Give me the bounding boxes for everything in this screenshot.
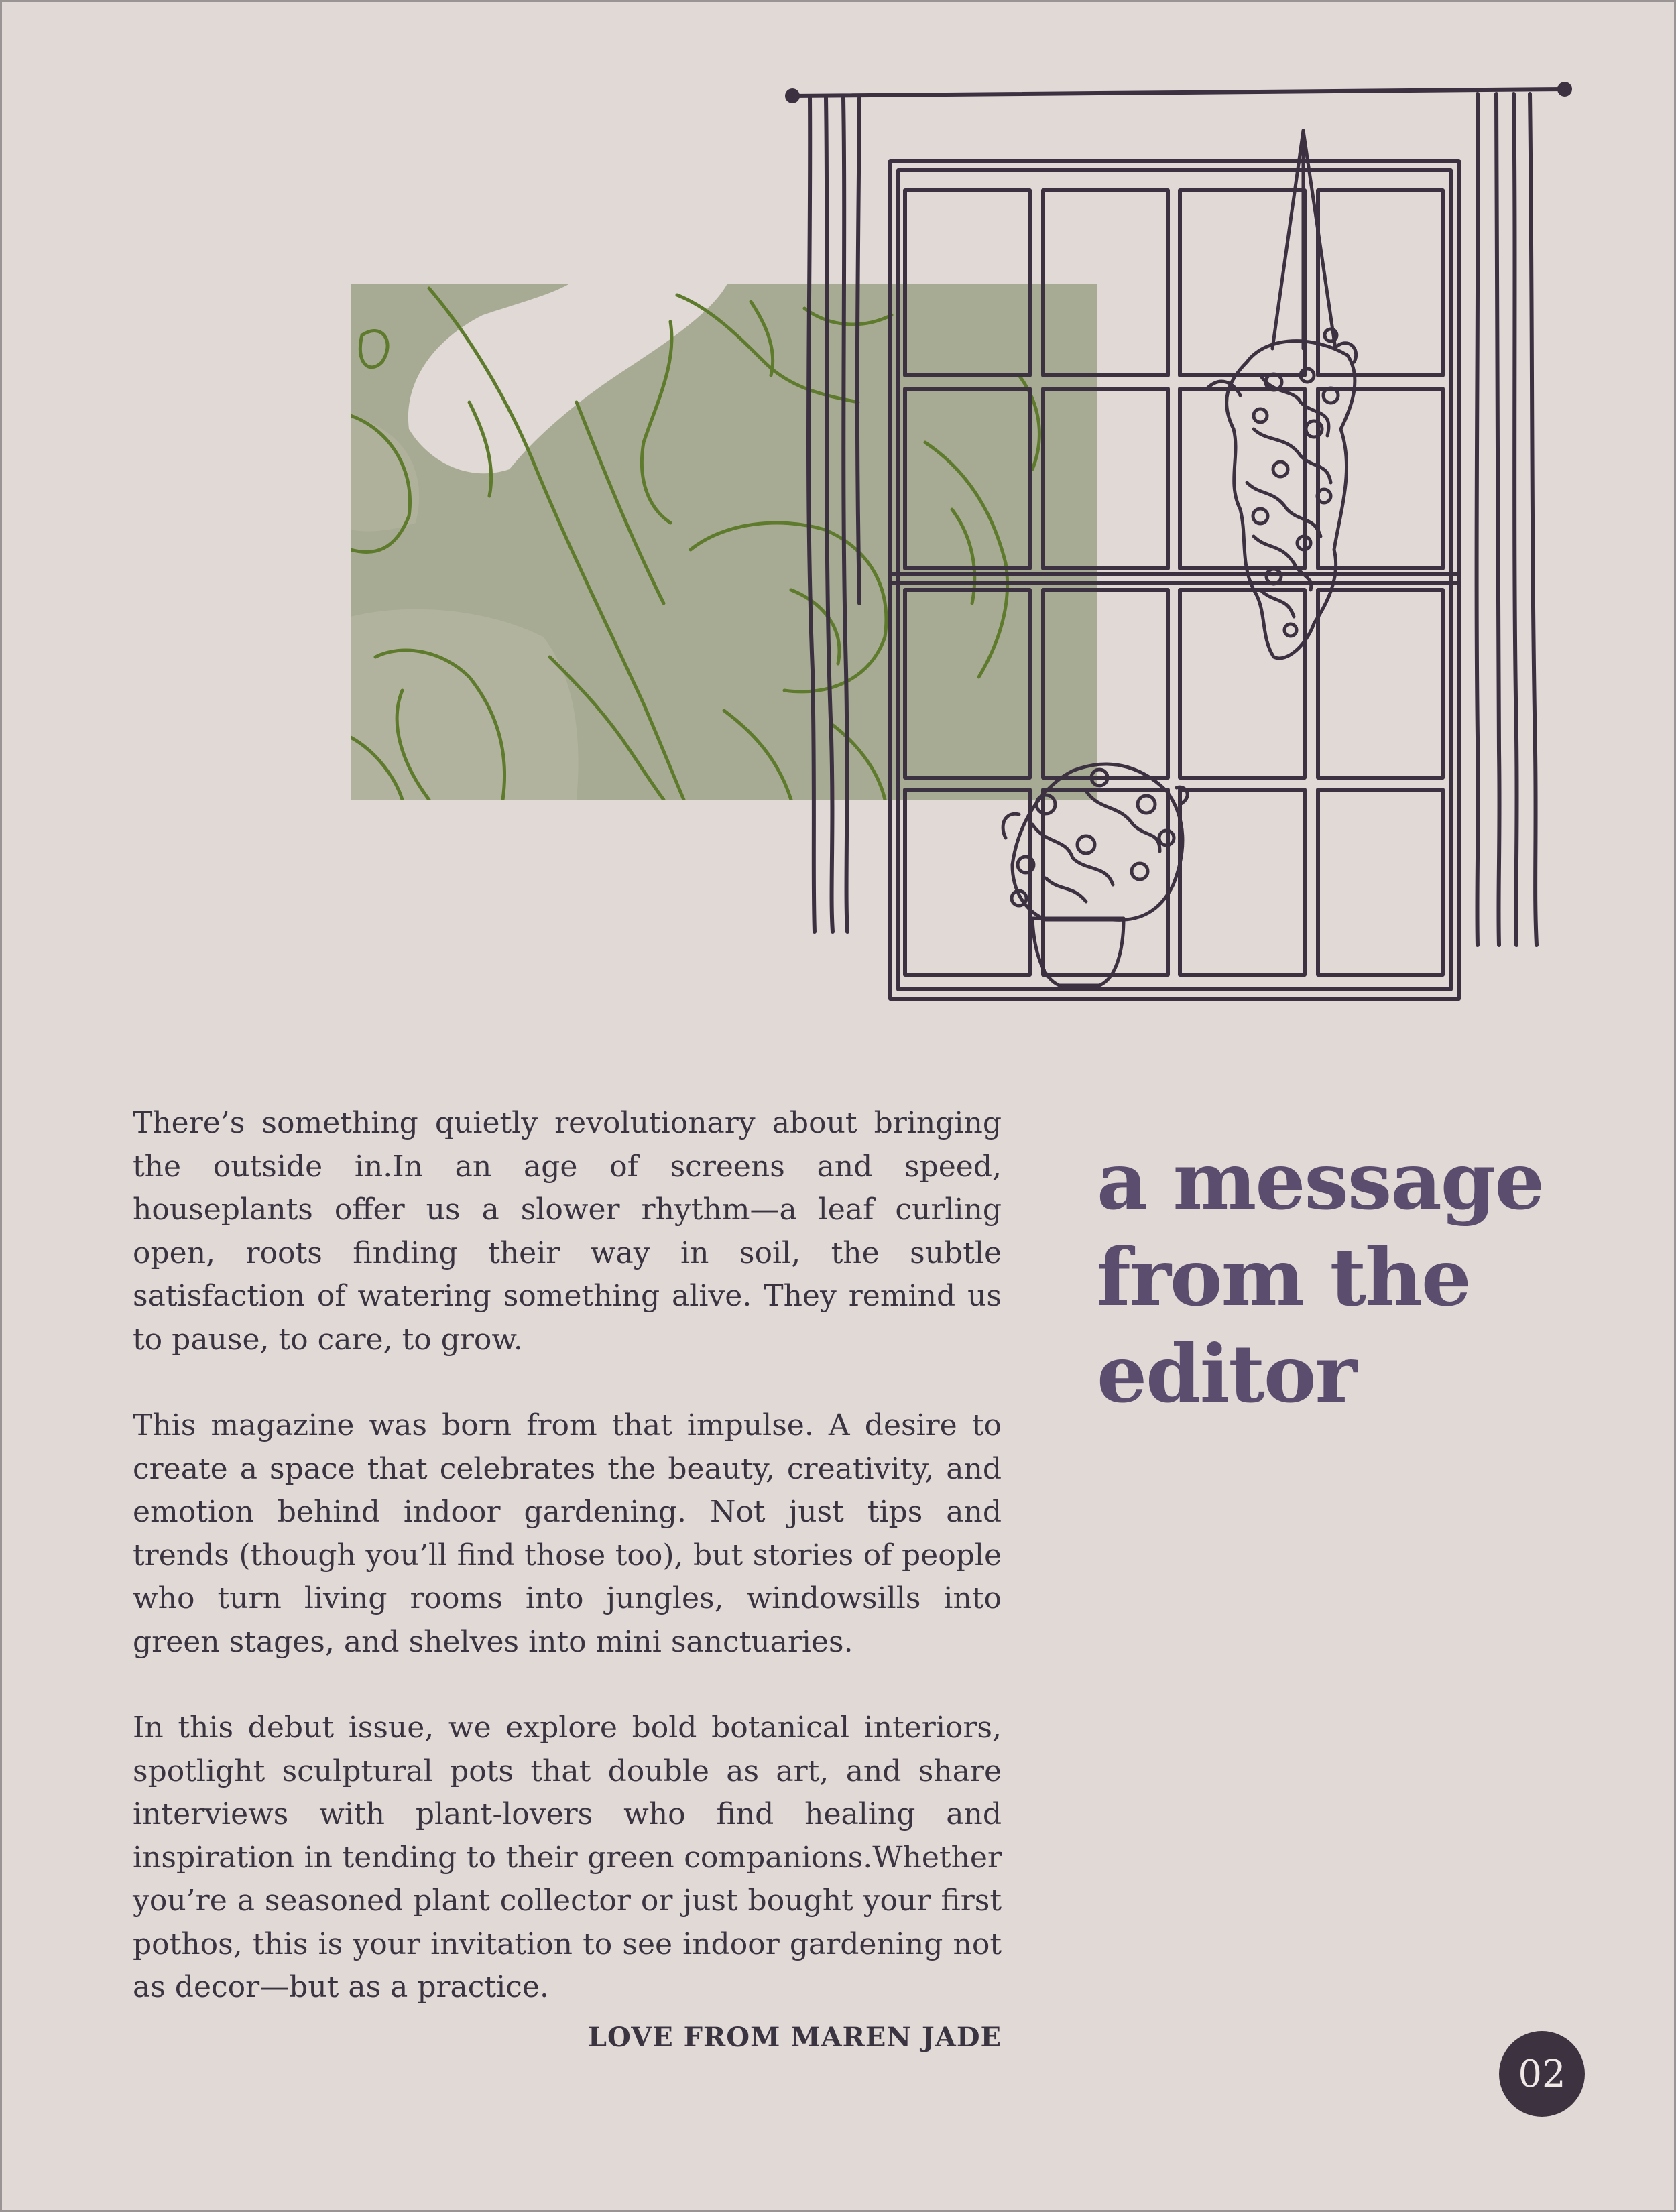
- monstera-leaf-block: [351, 284, 1097, 800]
- window-plant-illustration: [0, 0, 1676, 1046]
- editor-letter-body: [133, 1102, 1002, 2052]
- body-paragraph: This magazine was born from that impulse. A desire to create a space that celebrates the beauty, creativity, and emotion behind indoor gardening. Not just tips and trends (though you’ll find those too), but stories of people who turn living rooms into jungles, windowsills into green stages, and shelves into mini sanctuaries.: [133, 1408, 1002, 1659]
- hanging-plant: [1207, 131, 1356, 658]
- page-number-badge: 02: [1499, 2031, 1585, 2117]
- curtain-rod: [792, 89, 1565, 96]
- body-paragraph: In this debut issue, we explore bold botanical interiors, spotlight sculptural pots that double as art, and share interviews with plant-lovers who find healing and inspiration in tending to their green companions.Whether you’re a seasoned plant collector or just bought your first pothos, this is your invitation to see indoor gardening not as decor—but as a practice.: [133, 1711, 1002, 2004]
- right-curtain: [1477, 94, 1537, 945]
- body-paragraph: There’s something quietly revolutionary about bringing the outside in.In an age of screens and speed, houseplants offer us a slower rhythm—a leaf curling open, roots finding their way in soil, the subtle satisfaction of watering something alive. They remind us to pause, to care, to grow.: [133, 1106, 1002, 1357]
- page-headline: a message from the editor: [1097, 1134, 1544, 1420]
- editor-signoff: LOVE FROM MAREN JADE: [587, 2022, 1002, 2053]
